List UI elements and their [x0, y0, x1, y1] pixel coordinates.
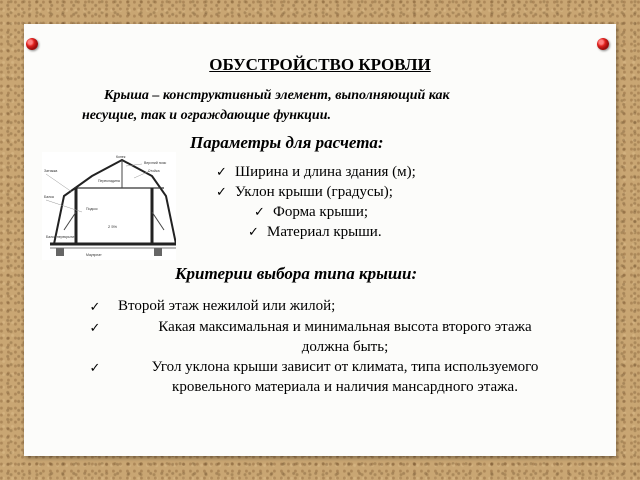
- diagram-label: Затяжка: [44, 169, 58, 173]
- diagram-label: 2 5%: [108, 224, 118, 229]
- diagram-label: Мауэрлат: [86, 253, 102, 257]
- list-item: [215, 162, 485, 182]
- criteria-line: Какая максимальная и минимальная высота второго этажа: [158, 319, 532, 335]
- roof-diagram: [42, 152, 176, 260]
- list-item: [215, 182, 485, 202]
- diagram-label: Конек: [116, 155, 126, 159]
- list-item: [82, 357, 582, 397]
- params-list: [205, 162, 485, 242]
- diagram-label: Балка: [44, 195, 54, 199]
- criteria-line: должна быть;: [301, 339, 389, 355]
- checkmark-icon: ✓: [216, 164, 227, 179]
- list-item: [247, 222, 485, 242]
- diagram-label: Балка перекрытия: [46, 235, 76, 239]
- pushpin-icon: [26, 38, 38, 50]
- param-text: Форма крыши;: [273, 204, 369, 220]
- param-text: Материал крыши.: [267, 224, 382, 240]
- params-heading: Параметры для расчета:: [190, 133, 384, 152]
- criteria-text: [108, 317, 582, 357]
- checkmark-icon: ✓: [248, 224, 259, 239]
- list-item: [82, 296, 582, 317]
- checkmark-icon: ✓: [216, 184, 227, 199]
- diagram-label: Подкос: [86, 207, 98, 211]
- criteria-line: Второй этаж нежилой или жилой;: [118, 298, 336, 314]
- param-text: Уклон крыши (градусы);: [235, 184, 393, 200]
- slide-title: ОБУСТРОЙСТВО КРОВЛИ: [209, 55, 431, 74]
- diagram-label: Перекладина: [98, 179, 120, 183]
- intro-line: Крыша – конструктивный элемент, выполняющий как: [104, 88, 450, 103]
- intro-definition: [82, 86, 582, 126]
- criteria-line: кровельного материала и наличия мансардного этажа.: [172, 379, 518, 395]
- checkmark-icon: ✓: [254, 204, 265, 219]
- param-text: Ширина и длина здания (м);: [235, 164, 416, 180]
- checkmark-icon: ✓: [89, 360, 101, 375]
- list-item: [253, 202, 485, 222]
- checkmark-icon: ✓: [89, 299, 101, 314]
- intro-line: несущие, так и ограждающие функции.: [82, 108, 331, 123]
- right-support: [154, 248, 162, 256]
- pushpin-icon: [597, 38, 609, 50]
- criteria-line: Угол уклона крыши зависит от климата, типа используемого: [151, 359, 539, 375]
- diagram-label: Стойка: [148, 169, 160, 173]
- criteria-text: [108, 357, 582, 397]
- left-support: [56, 248, 64, 256]
- list-item: [82, 317, 582, 357]
- criteria-heading: Критерии выбора типа крыши:: [175, 264, 418, 283]
- criteria-text: [108, 296, 582, 316]
- criteria-list: [82, 296, 582, 397]
- checkmark-icon: ✓: [89, 320, 101, 335]
- diagram-label: Верхний пояс: [144, 161, 167, 165]
